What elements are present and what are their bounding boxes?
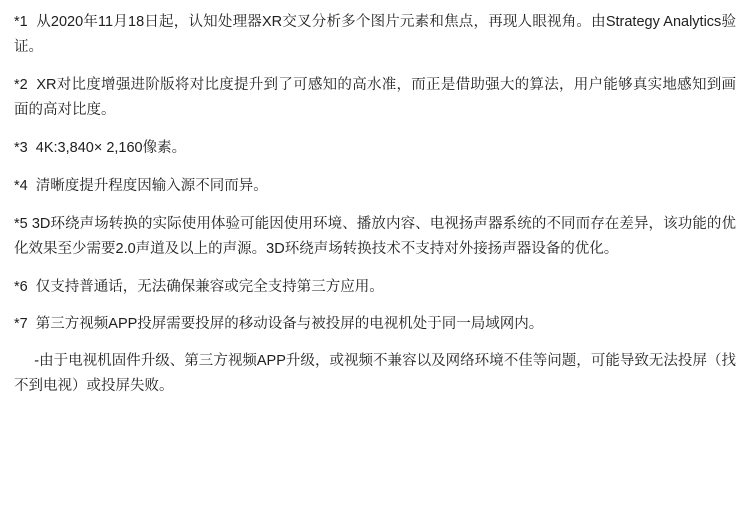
footnote-2: [14, 73, 736, 123]
footnote-gap: [28, 14, 36, 30]
footnote-marker: *5: [14, 215, 28, 232]
footnote-text: 4K:3,840× 2,160像素。: [35, 139, 187, 156]
footnote-text: 从2020年11月18日起，认知处理器XR交叉分析多个图片元素和焦点，再现人眼视角。由Strategy Analytics验证。: [14, 14, 736, 55]
footnote-text: 3D环绕声场转换的实际使用体验可能因使用环境、播放内容、电视扬声器系统的不同而存在差异，该功能的优化效果至少需要2.0声道及以上的声源。3D环绕声场转换技术不支持对外接扬声器设备的优化。: [14, 215, 736, 257]
sub-note-dash: -: [14, 353, 40, 370]
footnote-marker: *2: [14, 76, 28, 93]
footnote-3: [14, 136, 736, 161]
footnote-marker: *6: [14, 278, 28, 295]
footnote-gap: [28, 316, 36, 332]
sub-note-text: 由于电视机固件升级、第三方视频APP升级，或视频不兼容以及网络环境不佳等问题，可能导致无法投屏（找不到电视）或投屏失败。: [14, 353, 736, 395]
footnote-gap: [28, 279, 36, 295]
footnote-text: XR对比度增强进阶版将对比度提升到了可感知的高水准，而正是借助强大的算法，用户能够真实地感知到画面的高对比度。: [14, 76, 736, 118]
footnote-marker: *4: [14, 177, 28, 194]
footnote-marker: *3: [14, 139, 28, 156]
footnote-4: [14, 174, 736, 199]
footnote-7: [14, 312, 736, 337]
footnote-text: 第三方视频APP投屏需要投屏的移动设备与被投屏的电视机处于同一局域网内。: [35, 316, 544, 333]
footnote-gap: [28, 178, 36, 194]
footnote-text: 清晰度提升程度因输入源不同而异。: [35, 177, 268, 194]
footnote-6: [14, 275, 736, 300]
footnote-gap: [28, 140, 36, 156]
footnote-5: [14, 212, 736, 262]
footnote-1: [14, 10, 736, 60]
footnote-marker: *7: [14, 316, 28, 333]
footnote-marker: *1: [14, 14, 28, 30]
footnote-7-sub: [14, 349, 736, 399]
footnote-text: 仅支持普通话，无法确保兼容或完全支持第三方应用。: [35, 278, 384, 295]
